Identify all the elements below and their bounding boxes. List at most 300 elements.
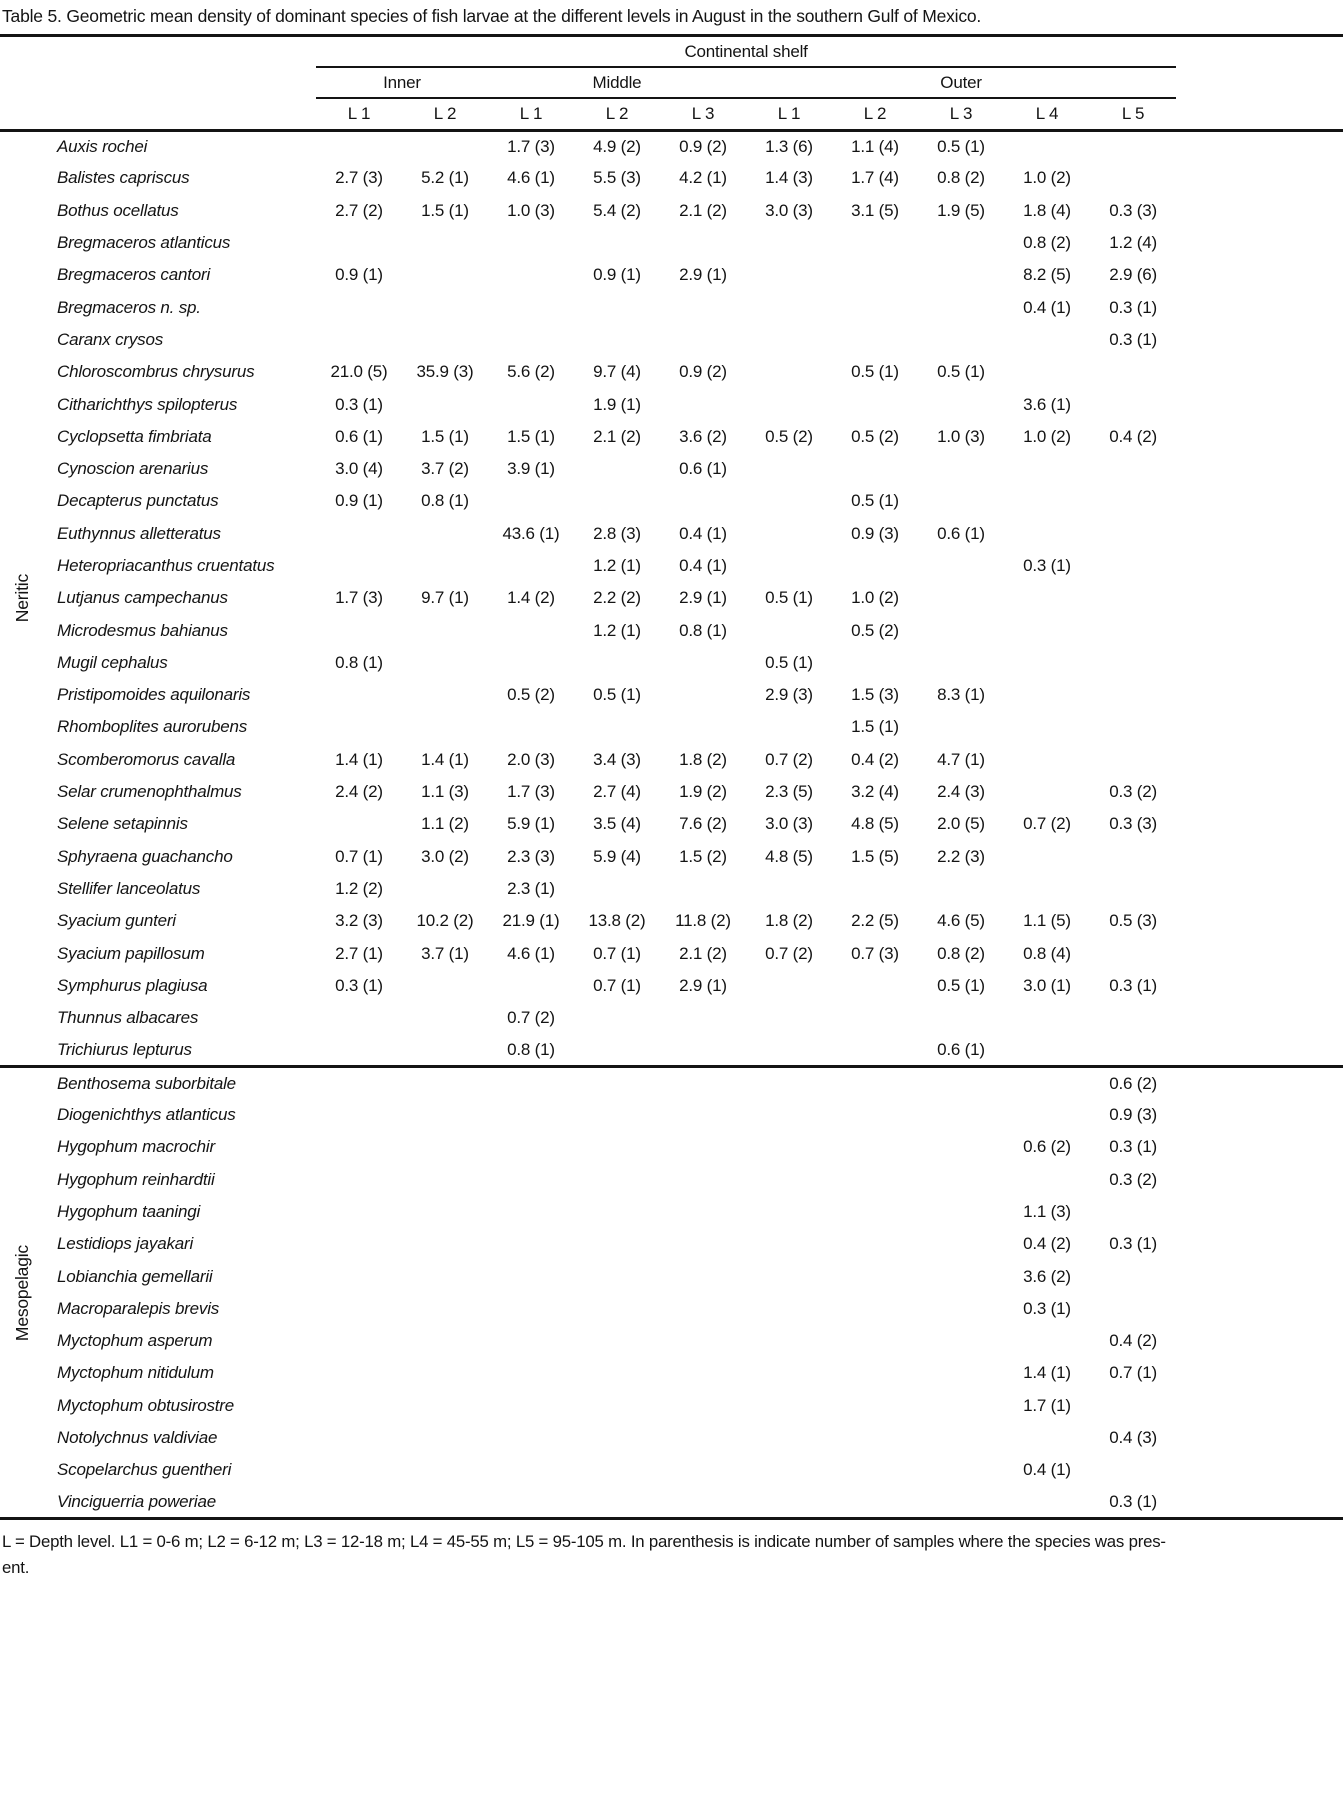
species-name: Caranx crysos bbox=[57, 329, 164, 349]
density-value: 0.7 (1) bbox=[593, 975, 641, 995]
row-spacer bbox=[1176, 679, 1343, 711]
density-value bbox=[488, 259, 574, 291]
density-value: 0.5 (1) bbox=[851, 362, 899, 382]
species-name: Auxis rochei bbox=[57, 136, 148, 156]
level-header: L 2 bbox=[574, 98, 660, 130]
row-spacer bbox=[1176, 744, 1343, 776]
density-value: 1.9 (2) bbox=[679, 782, 727, 802]
density-value bbox=[918, 259, 1004, 291]
density-value: 0.5 (2) bbox=[507, 685, 555, 705]
header-spacer bbox=[1176, 98, 1343, 130]
density-value: 2.1 (2) bbox=[679, 943, 727, 963]
density-value: 0.8 (1) bbox=[488, 1034, 574, 1066]
row-spacer bbox=[1176, 1099, 1343, 1131]
footnote-line-1: L = Depth level. L1 = 0-6 m; L2 = 6-12 m; L3 = 12-18 m; L4 = 45-55 m; L5 = 95-105 m. In parenthesis is indicate number of samples where the species was pres- bbox=[2, 1532, 1166, 1552]
density-value bbox=[1004, 582, 1090, 614]
density-value: 4.6 (1) bbox=[507, 168, 555, 188]
density-value bbox=[488, 324, 574, 356]
species-name: Euthynnus alletteratus bbox=[57, 523, 221, 543]
density-value: 0.4 (2) bbox=[1109, 1331, 1157, 1351]
level-header: L 4 bbox=[1004, 98, 1090, 130]
density-value bbox=[316, 1260, 402, 1292]
density-value: 1.2 (4) bbox=[1109, 233, 1157, 253]
species-name: Stellifer lanceolatus bbox=[57, 878, 201, 898]
density-table bbox=[0, 37, 1343, 1520]
table-title: Table 5. Geometric mean density of dominant species of fish larvae at the different levels in August in the southern Gulf of Mexico. bbox=[0, 4, 1343, 37]
density-value: 0.5 (2) bbox=[851, 620, 899, 640]
level-header: L 1 bbox=[316, 98, 402, 130]
density-value bbox=[832, 1228, 918, 1260]
density-value bbox=[316, 1293, 402, 1325]
density-value bbox=[574, 291, 660, 323]
density-value bbox=[488, 1067, 574, 1099]
row-spacer bbox=[1176, 550, 1343, 582]
density-value bbox=[316, 1357, 402, 1389]
row-spacer bbox=[1176, 1002, 1343, 1034]
density-value bbox=[832, 1131, 918, 1163]
density-value bbox=[316, 1196, 402, 1228]
density-value bbox=[316, 1034, 402, 1066]
density-value: 0.3 (1) bbox=[1109, 1137, 1157, 1157]
density-value bbox=[316, 808, 402, 840]
density-value bbox=[402, 1260, 488, 1292]
density-value bbox=[918, 485, 1004, 517]
density-value bbox=[832, 873, 918, 905]
table-row bbox=[0, 388, 1343, 420]
table-row bbox=[0, 647, 1343, 679]
density-value: 1.5 (5) bbox=[851, 846, 899, 866]
density-value bbox=[660, 1099, 746, 1131]
density-value bbox=[832, 1390, 918, 1422]
row-spacer bbox=[1176, 356, 1343, 388]
density-value bbox=[488, 1390, 574, 1422]
density-value bbox=[660, 1034, 746, 1066]
row-spacer bbox=[1176, 582, 1343, 614]
row-spacer bbox=[1176, 1034, 1343, 1066]
density-value bbox=[574, 1325, 660, 1357]
density-value bbox=[918, 1228, 1004, 1260]
density-value: 1.7 (1) bbox=[1023, 1395, 1071, 1415]
density-value bbox=[746, 1099, 832, 1131]
density-value: 0.9 (2) bbox=[679, 362, 727, 382]
density-value bbox=[316, 1131, 402, 1163]
density-value: 1.0 (2) bbox=[1023, 168, 1071, 188]
table-row bbox=[0, 485, 1343, 517]
row-spacer bbox=[1176, 518, 1343, 550]
density-value bbox=[402, 259, 488, 291]
density-value bbox=[402, 1422, 488, 1454]
density-value bbox=[488, 1260, 574, 1292]
density-value bbox=[746, 614, 832, 646]
density-value: 0.7 (2) bbox=[1023, 814, 1071, 834]
density-value bbox=[660, 388, 746, 420]
density-value: 0.3 (2) bbox=[1109, 1169, 1157, 1189]
density-value: 3.9 (1) bbox=[507, 459, 555, 479]
density-value bbox=[316, 1422, 402, 1454]
density-value bbox=[1090, 647, 1176, 679]
density-value bbox=[574, 1002, 660, 1034]
density-value bbox=[918, 453, 1004, 485]
species-name: Bregmaceros cantori bbox=[57, 265, 211, 285]
density-value: 2.7 (3) bbox=[335, 168, 383, 188]
density-value: 0.7 (2) bbox=[765, 749, 813, 769]
species-name: Heteropriacanthus cruentatus bbox=[57, 556, 275, 575]
density-value bbox=[316, 1164, 402, 1196]
density-value: 0.7 (3) bbox=[851, 943, 899, 963]
density-value: 0.4 (1) bbox=[1023, 1460, 1071, 1480]
density-value bbox=[1090, 744, 1176, 776]
density-value bbox=[402, 1486, 488, 1518]
section-label: Mesopelagic bbox=[11, 1244, 32, 1341]
table-row bbox=[0, 1228, 1343, 1260]
density-value: 35.9 (3) bbox=[416, 362, 474, 382]
row-spacer bbox=[1176, 841, 1343, 873]
density-value bbox=[660, 1454, 746, 1486]
density-value bbox=[1004, 873, 1090, 905]
density-value bbox=[574, 1293, 660, 1325]
species-name: Balistes capriscus bbox=[57, 168, 190, 188]
density-value: 0.3 (1) bbox=[1090, 1486, 1176, 1518]
density-value bbox=[918, 324, 1004, 356]
table-row bbox=[0, 1293, 1343, 1325]
section-label-cell bbox=[0, 130, 44, 1067]
density-value bbox=[402, 1034, 488, 1066]
table-row bbox=[0, 518, 1343, 550]
density-value: 3.2 (3) bbox=[335, 911, 383, 931]
density-value: 9.7 (4) bbox=[593, 362, 641, 382]
density-value bbox=[660, 1486, 746, 1518]
density-value bbox=[402, 711, 488, 743]
zone-header-middle: Middle bbox=[488, 67, 746, 98]
table-row bbox=[0, 453, 1343, 485]
density-value: 11.8 (2) bbox=[675, 911, 731, 931]
density-value: 0.9 (1) bbox=[335, 491, 383, 511]
species-name: Bregmaceros atlanticus bbox=[57, 233, 231, 253]
density-value: 0.5 (2) bbox=[851, 426, 899, 446]
density-value bbox=[1004, 356, 1090, 388]
table-row bbox=[0, 1486, 1343, 1518]
density-value: 0.4 (2) bbox=[1023, 1234, 1071, 1254]
density-value bbox=[660, 1228, 746, 1260]
density-value bbox=[1004, 744, 1090, 776]
density-value: 1.7 (3) bbox=[507, 782, 555, 802]
density-value: 2.2 (2) bbox=[593, 588, 641, 608]
row-spacer bbox=[1176, 1390, 1343, 1422]
density-value bbox=[1090, 614, 1176, 646]
density-value bbox=[574, 1486, 660, 1518]
species-name: Mugil cephalus bbox=[57, 652, 168, 672]
density-value bbox=[574, 873, 660, 905]
species-name: Scomberomorus cavalla bbox=[57, 749, 236, 769]
density-value: 0.4 (3) bbox=[1109, 1428, 1157, 1448]
density-value: 2.4 (2) bbox=[335, 782, 383, 802]
row-spacer bbox=[1176, 647, 1343, 679]
group-header-row bbox=[0, 37, 1343, 67]
density-value bbox=[1004, 841, 1090, 873]
density-value bbox=[918, 1486, 1004, 1518]
density-value bbox=[832, 1422, 918, 1454]
density-value bbox=[488, 550, 574, 582]
density-value: 5.9 (4) bbox=[593, 846, 641, 866]
density-value: 0.7 (2) bbox=[765, 943, 813, 963]
density-value: 1.4 (1) bbox=[1023, 1363, 1071, 1383]
density-value: 2.4 (3) bbox=[937, 782, 985, 802]
density-value bbox=[1090, 1034, 1176, 1066]
density-value: 2.9 (1) bbox=[679, 588, 727, 608]
table-row bbox=[0, 744, 1343, 776]
row-spacer bbox=[1176, 1067, 1343, 1099]
density-value: 3.2 (4) bbox=[851, 782, 899, 802]
density-value bbox=[316, 679, 402, 711]
density-value bbox=[832, 259, 918, 291]
density-value bbox=[746, 227, 832, 259]
density-value bbox=[746, 1034, 832, 1066]
table-row bbox=[0, 291, 1343, 323]
density-value: 0.5 (3) bbox=[1109, 911, 1157, 931]
density-value bbox=[574, 1196, 660, 1228]
table-row bbox=[0, 130, 1343, 162]
density-value bbox=[918, 1196, 1004, 1228]
density-value: 4.8 (5) bbox=[851, 814, 899, 834]
density-value: 4.8 (5) bbox=[765, 846, 813, 866]
density-value bbox=[488, 388, 574, 420]
density-value bbox=[402, 1390, 488, 1422]
density-value bbox=[660, 1164, 746, 1196]
density-value bbox=[918, 1002, 1004, 1034]
density-value bbox=[1090, 1293, 1176, 1325]
row-spacer bbox=[1176, 1131, 1343, 1163]
density-value: 4.9 (2) bbox=[593, 136, 641, 156]
density-value bbox=[746, 1293, 832, 1325]
density-value bbox=[746, 1196, 832, 1228]
density-value bbox=[746, 1164, 832, 1196]
row-spacer bbox=[1176, 808, 1343, 840]
density-value bbox=[660, 711, 746, 743]
density-value bbox=[488, 227, 574, 259]
density-value: 0.3 (3) bbox=[1109, 200, 1157, 220]
density-value bbox=[746, 1486, 832, 1518]
density-value bbox=[660, 1002, 746, 1034]
density-value bbox=[660, 1390, 746, 1422]
level-header: L 3 bbox=[918, 98, 1004, 130]
species-name: Bregmaceros n. sp. bbox=[57, 297, 201, 317]
density-value bbox=[402, 1228, 488, 1260]
density-value: 2.9 (6) bbox=[1109, 265, 1157, 285]
table-row bbox=[0, 711, 1343, 743]
table-row bbox=[0, 1357, 1343, 1389]
density-value bbox=[316, 130, 402, 162]
density-value bbox=[746, 873, 832, 905]
density-value: 13.8 (2) bbox=[588, 911, 646, 931]
density-value bbox=[402, 873, 488, 905]
density-value bbox=[832, 453, 918, 485]
density-value: 3.6 (2) bbox=[1023, 1266, 1071, 1286]
density-value bbox=[1004, 1164, 1090, 1196]
density-value: 1.7 (4) bbox=[851, 168, 899, 188]
density-value bbox=[488, 1486, 574, 1518]
density-value bbox=[402, 1325, 488, 1357]
density-value: 0.4 (1) bbox=[679, 523, 727, 543]
density-value bbox=[1004, 711, 1090, 743]
row-spacer bbox=[1176, 937, 1343, 969]
density-value: 0.8 (1) bbox=[335, 652, 383, 672]
density-value bbox=[918, 1325, 1004, 1357]
density-value bbox=[316, 550, 402, 582]
row-spacer bbox=[1176, 1422, 1343, 1454]
density-value bbox=[488, 1228, 574, 1260]
density-value: 2.3 (5) bbox=[765, 782, 813, 802]
density-value bbox=[402, 614, 488, 646]
density-value bbox=[316, 1454, 402, 1486]
density-value bbox=[402, 518, 488, 550]
density-value: 4.6 (5) bbox=[937, 911, 985, 931]
density-value bbox=[488, 647, 574, 679]
section-mesopelagic bbox=[0, 1067, 1343, 1519]
density-value bbox=[1090, 1260, 1176, 1292]
row-spacer bbox=[1176, 1486, 1343, 1518]
density-value: 1.1 (3) bbox=[421, 782, 469, 802]
density-value bbox=[746, 1357, 832, 1389]
density-value bbox=[574, 1390, 660, 1422]
density-value: 2.7 (2) bbox=[335, 200, 383, 220]
density-value bbox=[660, 647, 746, 679]
density-value bbox=[574, 1454, 660, 1486]
density-value: 1.4 (1) bbox=[421, 749, 469, 769]
density-value bbox=[918, 550, 1004, 582]
density-value: 1.0 (2) bbox=[851, 588, 899, 608]
row-spacer bbox=[1176, 1164, 1343, 1196]
density-value bbox=[316, 518, 402, 550]
density-value: 1.5 (3) bbox=[851, 685, 899, 705]
density-value bbox=[1090, 518, 1176, 550]
density-value bbox=[746, 1422, 832, 1454]
row-spacer bbox=[1176, 1260, 1343, 1292]
density-value: 3.0 (4) bbox=[335, 459, 383, 479]
density-value bbox=[918, 1422, 1004, 1454]
density-value bbox=[918, 388, 1004, 420]
density-value bbox=[660, 1067, 746, 1099]
density-value: 3.0 (2) bbox=[421, 846, 469, 866]
species-name: Microdesmus bahianus bbox=[57, 620, 228, 640]
species-name: Symphurus plagiusa bbox=[57, 975, 208, 995]
density-value: 3.6 (1) bbox=[1023, 394, 1071, 414]
density-value bbox=[488, 1293, 574, 1325]
row-spacer bbox=[1176, 905, 1343, 937]
density-value bbox=[402, 1099, 488, 1131]
density-value: 0.7 (2) bbox=[507, 1008, 555, 1028]
table-row bbox=[0, 1454, 1343, 1486]
density-value bbox=[1090, 388, 1176, 420]
density-value bbox=[574, 1099, 660, 1131]
table-row bbox=[0, 1422, 1343, 1454]
section-label-cell bbox=[0, 1067, 44, 1519]
row-spacer bbox=[1176, 388, 1343, 420]
density-value: 8.2 (5) bbox=[1023, 265, 1071, 285]
density-value: 8.3 (1) bbox=[937, 685, 985, 705]
density-value bbox=[1090, 582, 1176, 614]
density-value bbox=[746, 1454, 832, 1486]
species-name: Bothus ocellatus bbox=[57, 200, 179, 220]
density-value bbox=[402, 1164, 488, 1196]
density-value bbox=[1004, 130, 1090, 162]
density-value bbox=[746, 711, 832, 743]
density-value: 5.4 (2) bbox=[593, 200, 641, 220]
header-spacer bbox=[0, 37, 316, 67]
density-value bbox=[402, 1357, 488, 1389]
density-value: 5.9 (1) bbox=[507, 814, 555, 834]
density-value bbox=[746, 1325, 832, 1357]
density-value: 0.9 (1) bbox=[593, 265, 641, 285]
density-value bbox=[832, 1196, 918, 1228]
density-value bbox=[832, 291, 918, 323]
density-value bbox=[574, 324, 660, 356]
table-row bbox=[0, 970, 1343, 1002]
header-spacer bbox=[0, 98, 316, 130]
density-value bbox=[832, 1260, 918, 1292]
density-value bbox=[832, 1099, 918, 1131]
table-row bbox=[0, 1196, 1343, 1228]
species-name: Chloroscombrus chrysurus bbox=[57, 362, 255, 382]
density-value: 0.4 (2) bbox=[1109, 426, 1157, 446]
density-value bbox=[402, 291, 488, 323]
table-header bbox=[0, 37, 1343, 130]
density-value bbox=[660, 1131, 746, 1163]
density-value bbox=[746, 518, 832, 550]
density-value: 1.1 (5) bbox=[1023, 911, 1071, 931]
table-row bbox=[0, 1002, 1343, 1034]
row-spacer bbox=[1176, 324, 1343, 356]
density-value bbox=[1090, 937, 1176, 969]
species-name: Cyclopsetta fimbriata bbox=[57, 426, 212, 446]
density-value bbox=[1004, 518, 1090, 550]
density-value: 1.1 (3) bbox=[1023, 1201, 1071, 1221]
row-spacer bbox=[1176, 970, 1343, 1002]
density-value bbox=[488, 485, 574, 517]
density-value bbox=[918, 873, 1004, 905]
density-value: 0.5 (1) bbox=[765, 588, 813, 608]
density-value bbox=[660, 1357, 746, 1389]
density-value bbox=[746, 485, 832, 517]
table-row bbox=[0, 195, 1343, 227]
density-value: 0.9 (2) bbox=[679, 136, 727, 156]
density-value: 0.4 (1) bbox=[679, 556, 727, 575]
density-value: 0.3 (1) bbox=[1109, 329, 1157, 349]
zone-header-inner: Inner bbox=[316, 67, 488, 98]
species-name: Diogenichthys atlanticus bbox=[57, 1105, 236, 1125]
level-header: L 2 bbox=[402, 98, 488, 130]
density-value: 4.6 (1) bbox=[507, 943, 555, 963]
density-value: 0.8 (2) bbox=[1023, 233, 1071, 253]
density-value bbox=[1004, 1099, 1090, 1131]
species-name: Benthosema suborbitale bbox=[57, 1073, 236, 1093]
zone-header-outer: Outer bbox=[746, 67, 1176, 98]
density-value bbox=[1090, 162, 1176, 194]
density-value bbox=[918, 1357, 1004, 1389]
density-value: 2.2 (5) bbox=[851, 911, 899, 931]
density-value bbox=[402, 130, 488, 162]
density-value: 0.8 (1) bbox=[679, 620, 727, 640]
density-value: 21.9 (1) bbox=[502, 911, 560, 931]
density-value: 5.2 (1) bbox=[421, 168, 469, 188]
level-header: L 1 bbox=[746, 98, 832, 130]
density-value bbox=[1004, 1002, 1090, 1034]
density-value: 43.6 (1) bbox=[502, 523, 560, 543]
density-value: 7.6 (2) bbox=[679, 814, 727, 834]
density-value: 1.5 (1) bbox=[421, 426, 469, 446]
density-value bbox=[832, 550, 918, 582]
density-value: 0.9 (1) bbox=[335, 265, 383, 285]
density-value: 1.2 (1) bbox=[593, 620, 641, 640]
